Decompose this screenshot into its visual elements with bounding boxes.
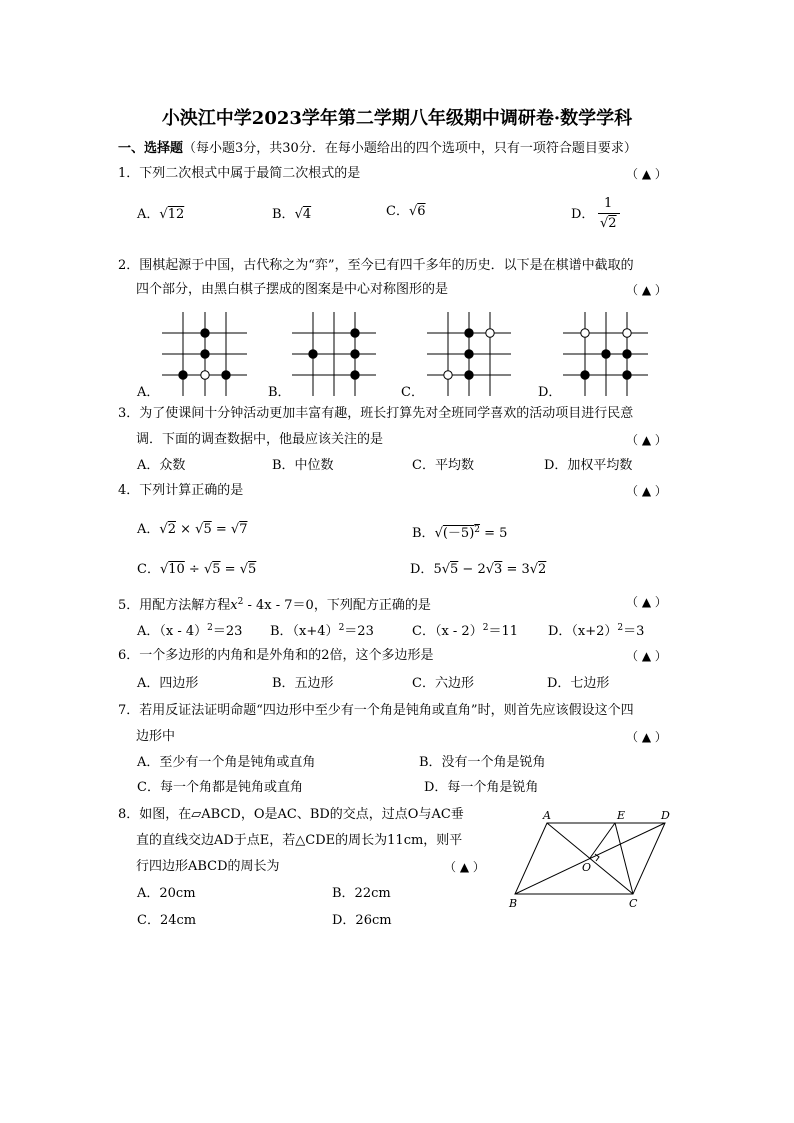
q2-line2: 四个部分，由黑白棋子摆成的图案是中心对称图形的是 — [136, 282, 449, 297]
q6-option-d: D．七边形 — [547, 676, 610, 691]
q3-option-b: B．中位数 — [272, 458, 334, 473]
page-title: 小泱江中学2023学年第二学期八年级期中调研卷·数学学科 — [161, 108, 633, 129]
q8-option-d: D．26cm — [332, 913, 392, 928]
q7-line2: 边形中 — [136, 729, 176, 744]
q7-option-b: B．没有一个角是锐角 — [419, 755, 546, 770]
q5-option-a: A．（x - 4）$^2$＝23 — [137, 623, 243, 639]
q4-option-b: B．$√(-5)^2 = 5$ — [412, 525, 508, 541]
q1-option-d-label: D． — [571, 207, 595, 222]
q3-answer-mark: （ ▲ ） — [626, 433, 667, 447]
q1-option-a: A．√12 — [137, 207, 185, 222]
q4-stem: 4．下列计算正确的是 — [118, 483, 244, 498]
q8-line3: 行四边形ABCD的周长为 — [136, 859, 280, 874]
q8-option-c: C．24cm — [137, 913, 197, 928]
q4-answer-mark: （ ▲ ） — [626, 484, 667, 498]
point-label-a: A — [543, 809, 551, 822]
q2-line1: 2．围棋起源于中国，古代称之为“弈”，至今已有四千多年的历史．以下是在棋谱中截取的 — [118, 258, 634, 273]
diagonal-bd — [515, 823, 665, 894]
q2-answer-mark: （ ▲ ） — [626, 283, 667, 297]
q2-option-b: B． — [268, 385, 291, 400]
q2-option-c: C． — [401, 385, 424, 400]
q5-option-b: B．$(x+4)^2=23$ — [270, 623, 374, 639]
point-label-b: B — [509, 897, 518, 910]
q6-option-b: B．五边形 — [272, 676, 334, 691]
point-label-c: C — [629, 897, 638, 910]
q1-option-d-numerator: 1 — [604, 196, 613, 211]
section-instructions: （每小题3分，共30分．在每小题给出的四个选项中，只有一项符合题目要求） — [183, 141, 637, 156]
q2-option-d: D． — [538, 385, 562, 400]
q7-line1: 7．若用反证法证明命题“四边形中至少有一个角是钝角或直角”时，则首先应该假设这个四 — [118, 703, 634, 718]
q7-option-c: C．每一个角都是钝角或直角 — [137, 780, 303, 795]
q4-option-a: A．√2 × √5 = √7 — [137, 522, 248, 537]
q7-option-a: A．至少有一个角是钝角或直角 — [137, 755, 316, 770]
q5-option-c: C．（x - 2）$^2$＝11 — [412, 623, 518, 639]
point-label-d: D — [661, 809, 670, 822]
q5-stem: 5．用配方法解方程$x^2 - 4x - 7=0$，下列配方正确的是 — [118, 597, 431, 613]
q4-option-d: D．5√5 − 2√3 = 3√2 — [410, 562, 547, 577]
q2-option-a: A． — [137, 385, 160, 400]
q1-option-b: B．√4 — [272, 207, 312, 222]
q8-line2: 直的直线交边AD于点E，若△CDE的周长为11cm，则平 — [136, 833, 463, 848]
q8-option-b: B．22cm — [332, 886, 391, 901]
q3-option-a: A．众数 — [137, 458, 186, 473]
q3-line2: 调．下面的调查数据中，他最应该关注的是 — [136, 432, 384, 447]
q5-answer-mark: （ ▲ ） — [626, 595, 667, 609]
q7-option-d: D．每一个角是锐角 — [424, 780, 539, 795]
q5-option-d: D．$(x+2)^2=3$ — [548, 623, 645, 639]
q6-option-c: C．六边形 — [412, 676, 474, 691]
q3-option-c: C．平均数 — [412, 458, 474, 473]
q3-line1: 3．为了使课间十分钟活动更加丰富有趣，班长打算先对全班同学喜欢的活动项目进行民意 — [118, 406, 634, 421]
q6-answer-mark: （ ▲ ） — [626, 649, 667, 663]
point-label-o: O — [582, 861, 592, 874]
q8-line1: 8．如图，在▱ABCD，O是AC、BD的交点，过点O与AC垂 — [118, 807, 464, 822]
q3-option-d: D．加权平均数 — [544, 458, 633, 473]
section-title: 一、选择题 — [118, 141, 184, 156]
q4-option-c: C．√10 ÷ √5 = √5 — [137, 562, 257, 577]
q8-answer-mark: （ ▲ ） — [444, 860, 485, 874]
q1-option-d-denominator: √2 — [600, 216, 617, 231]
line-ec — [615, 823, 633, 894]
q1-stem: 1．下列二次根式中属于最简二次根式的是 — [118, 166, 361, 181]
q8-option-a: A．20cm — [137, 886, 196, 901]
q6-option-a: A．四边形 — [137, 676, 199, 691]
q1-option-c: C．√6 — [386, 204, 426, 219]
point-label-e: E — [617, 809, 626, 822]
q6-stem: 6．一个多边形的内角和是外角和的2倍，这个多边形是 — [118, 648, 434, 663]
q7-answer-mark: （ ▲ ） — [626, 730, 667, 744]
q1-answer-mark: （ ▲ ） — [626, 167, 667, 181]
